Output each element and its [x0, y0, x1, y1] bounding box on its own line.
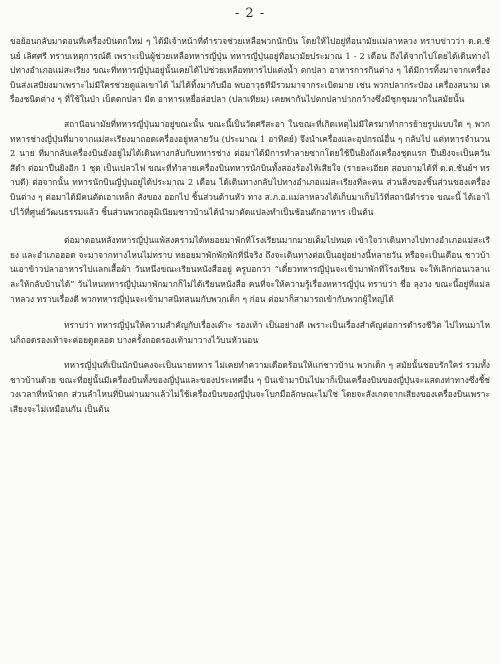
page-number: - 2 -	[234, 6, 266, 21]
paragraph-1: ขอย้อนกลับมาตอนที่เครื่องบินตกใหม่ ๆ ได้มีเจ้าหน้าที่ตำรวจช่วยเหลือพวกนักบิน โดยให้ไปอยู่ที่อนามัยแม่ลาหลวง ทราบข่าวว่า ด.ต.ชันย์ เลิศศรี ทราบเหตุการณ์ดี เพราะเป็นผู้ช่วยเหลือทหารญี่ปุ่น ทหารญี่ปุ่นอยู่ที่อนามัยประมาณ 1 - 2 เดือน ถึงได้จากไปโดยได้เดินทางไปทางอำเภอแม่สะเรียง ขณะที่ทหารญี่ปุ่นอยู่นั้นเคยได้ไปช่วยเหลือทหารไปแต่งน้ำ ตกปลา อาหารการกินต่าง ๆ ได้มีการทิ้งมาจากเครื่องบินส่งเสบียงมาเพราะไม่มีใครช่วยดูแลเขาได้ ไม่ได้ทิ้งมากับมือ พบอาวุธทีมีรวมมาจากระเบิดมาย เช่น พวกปลากระป๋อง เครื่องสนาม เครื่องชนิดต่าง ๆ ที่ใช้ในป่า เบ็ดตกปลา มีด อาหารเหยื่อล่อปลา (ปลาเทียม) เคยพากันไปตกปลาปากกว้างซึ่งมีชุกชุมมากในสมัยนั้น	[10, 36, 490, 105]
document-body	[10, 34, 490, 417]
paragraph-4: ทราบว่า ทหารญี่ปุ่นให้ความสำคัญกับเรื่องเต๊าะ รองเท้า เป็นอย่างดี เพราะเป็นเรื่องสำคัญต่อการดำรงชีวิต ไปไหนมาไหนก็ถอดรองเท้าจะค่อยดูดลอด บางครั้งถอดรองเท้ามาวางไว้บนหัวนอน	[10, 320, 490, 345]
paragraph-5: ทหารญี่ปุ่นที่เป็นนักบินคงจะเป็นนายทหาร ไม่เคยทำความเดือดร้อนให้แก่ชาวบ้าน พวกเด็ก ๆ สมัยนั้นชอบรักใคร่ รวมทั้งชาวบ้านด้วย ขณะที่อยู่นั้นมีเครื่องบินทั้งของญี่ปุ่นและของประเทศอื่น ๆ บินเข้ามาบินไปมาก็เป็นเครื่องบินของญี่ปุ่นจะแสดงท่าทางซึ่งชี้ช่วงเวลาที่หน้าตก ส่วนลำไหนที่บินผ่านมาแล้วไม่ใช้เครื่องบินของญี่ปุ่นจะโบกมือลักษณะไม่ใช่ โดยจะสังเกตจากเสียงของเครื่องบินเพราะเสียงจะไม่เหมือนกัน เป็นต้น	[10, 360, 490, 415]
paragraph-2: สถานีอนามัยที่ทหารญี่ปุ่นมาอยู่ขณะนั้น ขณะนี้เป็นวัดศรีสะอา ในขณะที่เกิดเหตุไม่มีใครมาทำการย้ายรูปแบบใด ๆ พวกทหารช่างญี่ปุ่นที่มาจากแม่สะเรียงมาถอดเครื่องอยู่หลายวัน (ประมาณ 1 อาทิตย์) จึงนำเครื่องและอุปกรณ์อื่น ๆ กลับไป แต่ทหารจำนวน 2 นาย ที่มากลับเครื่องบินยังอยู่ไม่ได้เดินทางกลับกับทหารช่าง ต่อมาได้มีการทำลายซากโดยใช้ปืนยิงถังเครื่องชุดแรก ปืนยิงจะเป็นควันสีดำ ต่อมาปืนยิงอีก 1 ชุด เป็นเปลวไฟ ขณะที่ทำลายเครื่องบินทหารนักบินทั้งสองร้องไห้เสียใจ (รายละเอียด สอบถามได้ที่ ด.ต.ชันย์ฯ ทราบดี) ต่อจากนั้น ทหารนักบินญี่ปุ่นอยู่ได้ประมาณ 2 เดือน ได้เดินทางกลับไปทางอำเภอแม่สะเรียงที่ละคน ส่วนสิ่งของชิ้นส่วนของเครื่องบินต่าง ๆ ต่อมาได้มีคนตัดเอาเหล็ก สังของ ออกไป ชิ้นส่วนด้านหัว ทาง ส.ภ.อ.แม่ลาหลวงได้เก็บมาเก็บไว้ที่สถานีตำรวจ ขณะนี้ ได้เอาไปไว้ที่ศูนย์วัฒนธรรมแล้ว ชิ้นส่วนพวกอลูมิเนียมชาวบ้านได้นำมาตัดแปลงทำเป็นช้อนตักอาหาร เป็นต้น	[10, 118, 490, 217]
paragraph-3: ต่อมาตอนหลังทหารญี่ปุ่นแพ้สงครามได้ทยอยมาพักที่โรงเรียนมากมายเต็มไปหมด เข้าใจว่าเดินทางไปทางอำเภอแม่สะเรียง และอำเภอฮอด จะมาจากทางไหนไม่ทราบ ทยอยมาพักพักพักที่นี่จริง ถึงจะเดินทางต่อเป็นอยู่อย่างนี้หลายวัน หรือจะเป็นเดือน ชาวบ้านเอาข้าวปลาอาหารไปแลกเสื้อผ้า วันหนึ่งขณะเรียนหนังสืออยู่ ครูบอกว่า “เดี๋ยวทหารญี่ปุ่นจะเข้ามาพักที่โรงเรียน จะให้เลิกก่อนเวลาและให้กลับบ้านได้” วันไหนทหารญี่ปุ่นมาพักมากก็ไม่ได้เรียนหนังสือ คนที่จะให้ความรู้เรื่องทหารญี่ปุ่น ทราบว่า ชื่อ ลุงวง ขณะนี้อยู่ที่แม่ลาหลวง ทราบเรื่องดี พวกทหารญี่ปุ่นจะเข้ามาสนิทสนมกับพวกเด็ก ๆ ก่อน ต่อมาก็สามารถเข้ากับพวกผู้ใหญ่ได้	[10, 235, 490, 304]
